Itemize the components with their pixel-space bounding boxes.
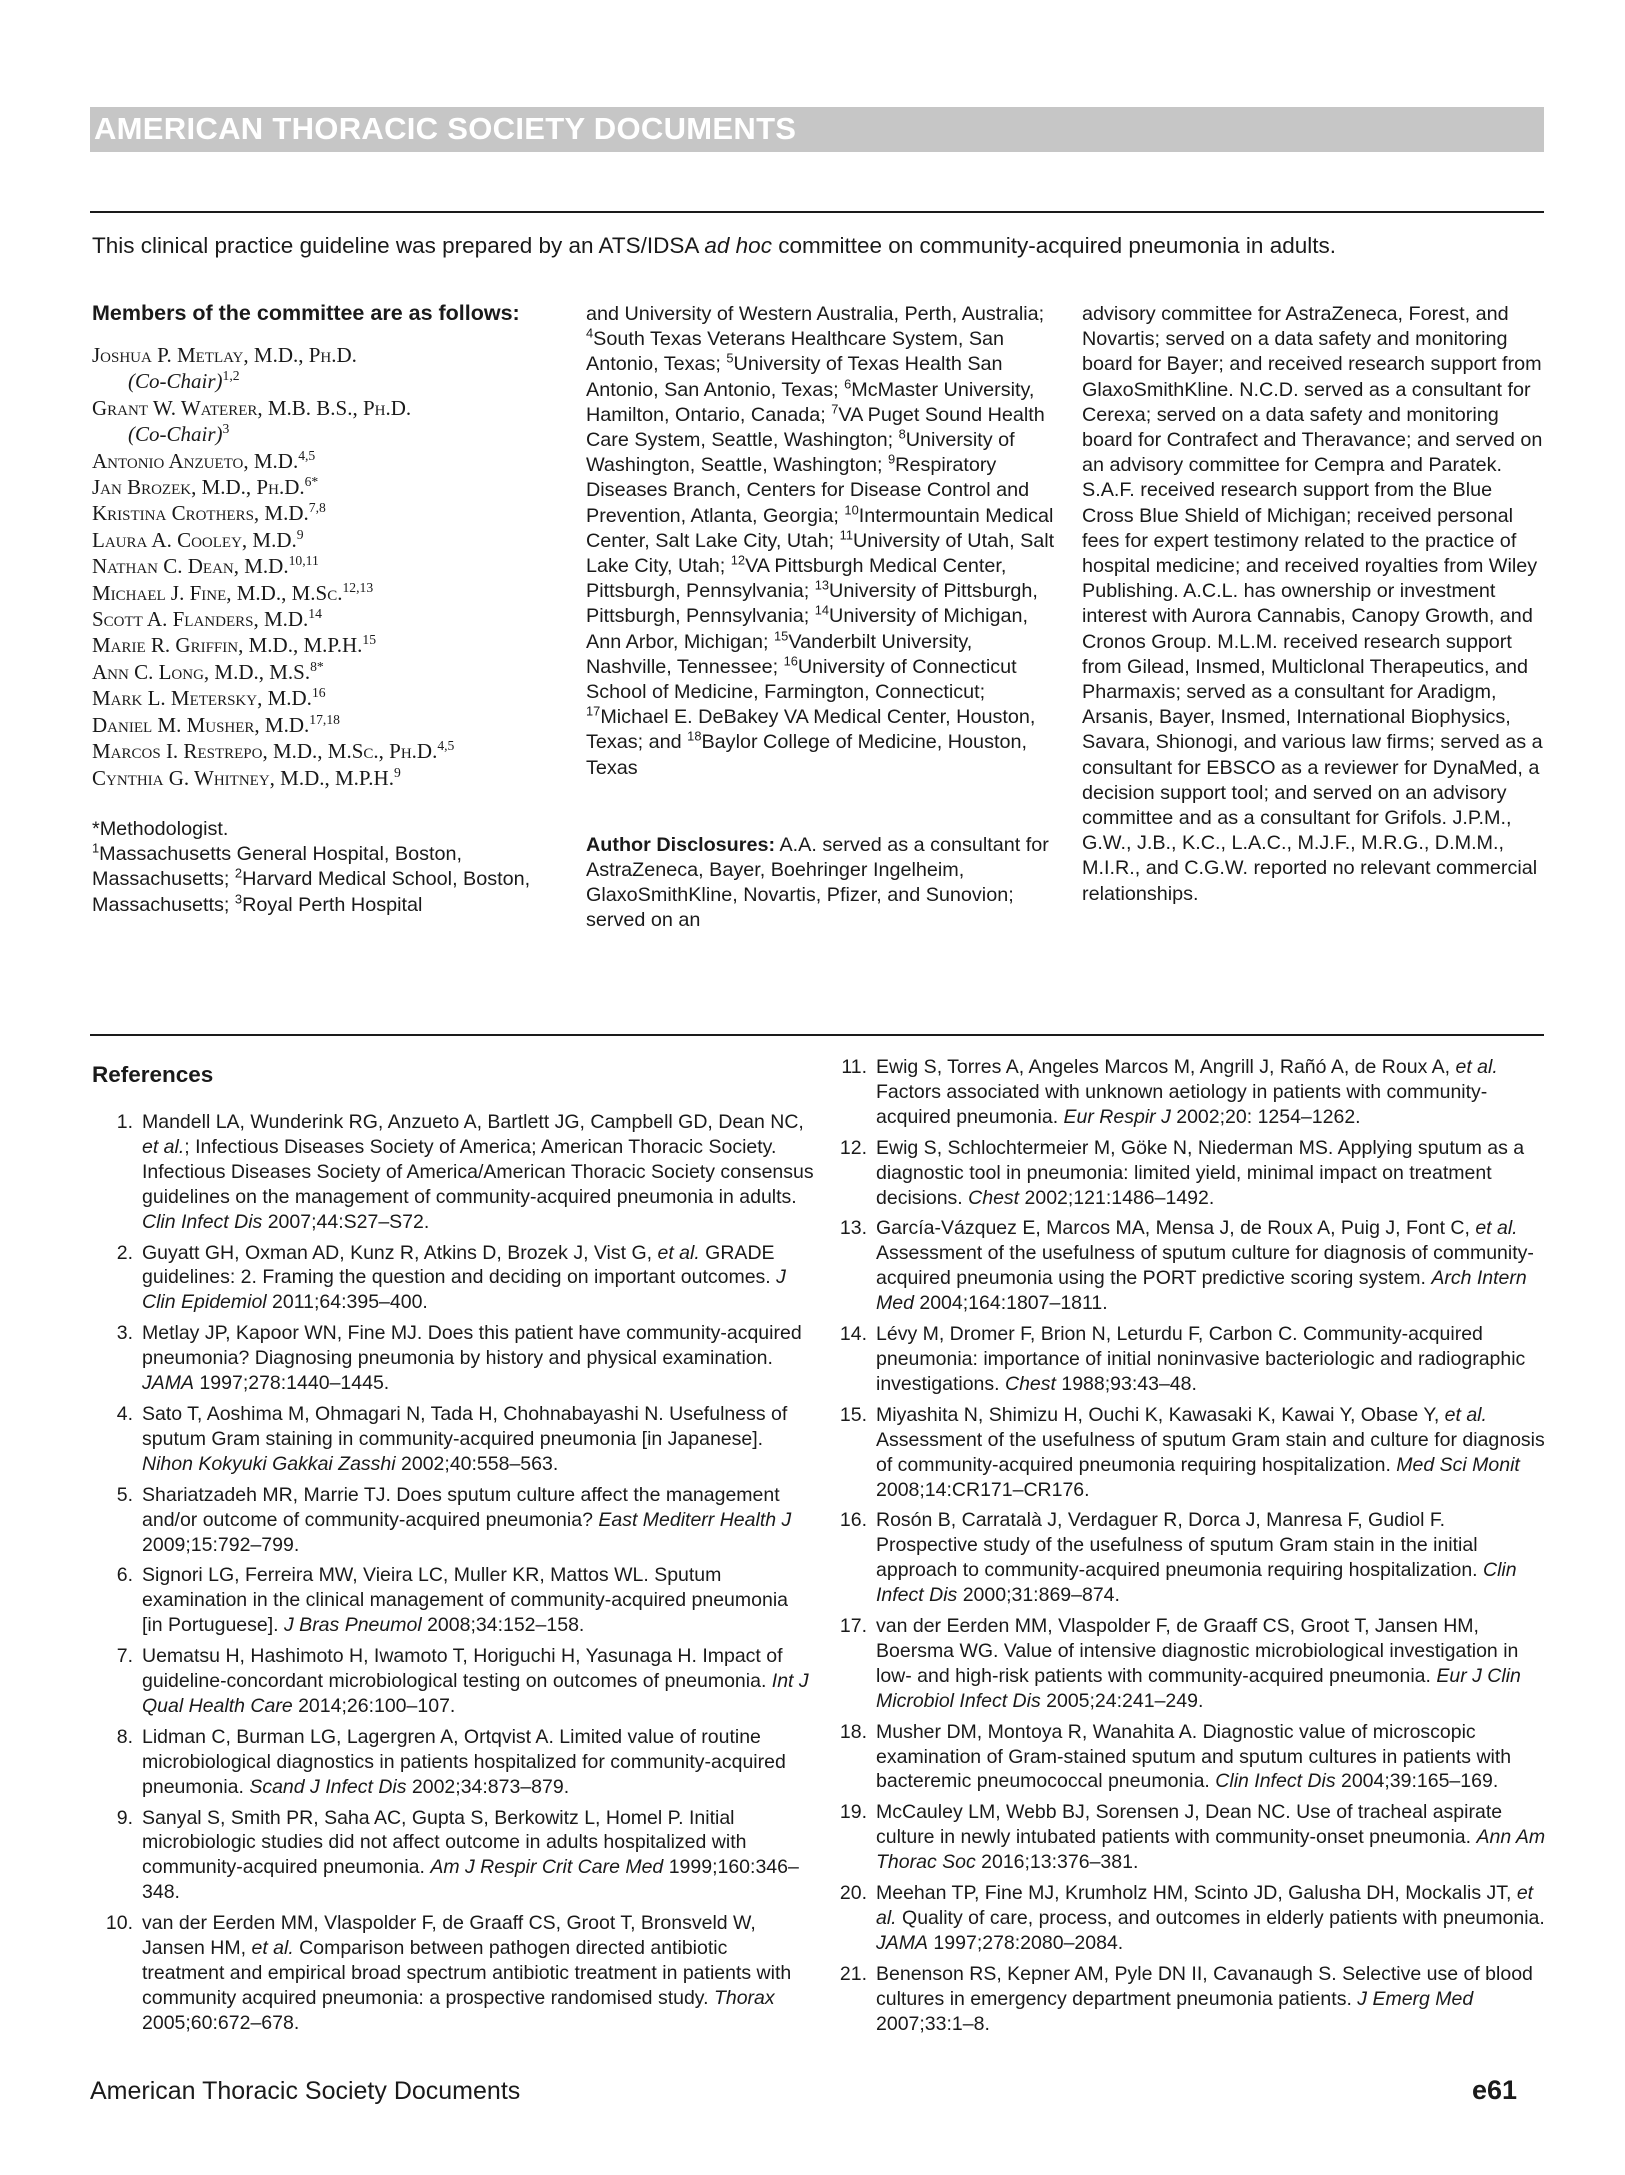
- committee-member: Cynthia G. Whitney, M.D., M.P.H.$^9$: [92, 764, 401, 790]
- reference-item: 10. van der Eerden MM, Vlaspolder F, de Graaff CS, Groot T, Bronsveld W, Jansen HM, et al. Comparison between pathogen directed antibiotic treatment and empirical broad spectrum antibiotic treatment in patients with community acquired pneumonia: a prospective randomised study. Thorax 2005;60:672–678.: [105, 1912, 792, 2034]
- reference-item: 4. Sato T, Aoshima M, Ohmagari N, Tada H, Chohnabayashi N. Usefulness of sputum Gram staining in community-acquired pneumonia [in Japanese]. Nihon Kokyuki Gakkai Zasshi 2002;40:558–563.: [116, 1402, 788, 1475]
- methodologist-note: *Methodologist.: [92, 817, 229, 840]
- committee-member: Marie R. Griffin, M.D., M.P.H.$^{15}$: [92, 632, 377, 658]
- committee-member: Mark L. Metersky, M.D.$^{16}$: [92, 685, 326, 711]
- reference-item: 12. Ewig S, Schlochtermeier M, Göke N, Niederman MS. Applying sputum as a diagnostic tool in pneumonia: limited yield, minimal impact on treatment decisions. Chest 2002;121:1486–1492.: [839, 1136, 1525, 1209]
- references-list-right: [826, 1055, 1546, 2043]
- section-banner: [90, 107, 1544, 152]
- disclosures-column: [1082, 302, 1544, 907]
- reference-item: 14. Lévy M, Dromer F, Brion N, Leturdu F, Carbon C. Community-acquired pneumonia: importance of initial noninvasive bacteriologic and radiographic investigations. Chest 1988;93:43–48.: [839, 1323, 1526, 1395]
- reference-item: 11. Ewig S, Torres A, Angeles Marcos M, Angrill J, Rañó A, de Roux A, et al. Factors associated with unknown aetiology in patients with community-acquired pneumonia. Eur Respir J 2002;20: 1254–1262.: [841, 1056, 1498, 1128]
- intro-sentence: This clinical practice guideline was prepared by an ATS/IDSA ad hoc committee on community-acquired pneumonia in adults.: [92, 233, 1336, 258]
- committee-member: Scott A. Flanders, M.D.$^{14}$: [92, 606, 322, 632]
- committee-member: Laura A. Cooley, M.D.$^9$: [92, 526, 304, 552]
- reference-item: 3. Metlay JP, Kapoor WN, Fine MJ. Does this patient have community-acquired pneumonia? Diagnosing pneumonia by history and physical examination. JAMA 1997;278:1440–1445.: [116, 1322, 802, 1395]
- committee-members-list: [92, 342, 562, 791]
- affiliations-part-1: $^1$Massachusetts General Hospital, Boston, Massachusetts; $^2$Harvard Medical School, Boston, Massachusetts; $^3$Royal Perth Hospital: [92, 840, 531, 916]
- committee-member: Marcos I. Restrepo, M.D., M.Sc., Ph.D.$^{4,5}$: [92, 738, 455, 764]
- banner-title: AMERICAN THORACIC SOCIETY DOCUMENTS: [94, 111, 797, 146]
- committee-member: Grant W. Waterer, M.B. B.S., Ph.D.: [92, 395, 412, 420]
- reference-item: 16. Rosón B, Carratalà J, Verdaguer R, Dorca J, Manresa F, Gudiol F. Prospective study of the usefulness of sputum Gram stain in the initial approach to community-acquired pneumonia requiring hospitalization. Clin Infect Dis 2000;31:869–874.: [839, 1509, 1517, 1607]
- committee-member: Ann C. Long, M.D., M.S.$^{8*}$: [92, 658, 324, 684]
- co-chair-label: (Co-Chair)$^{1,2}$: [128, 368, 240, 394]
- footer-journal: American Thoracic Society Documents: [90, 2077, 521, 2105]
- reference-item: 17. van der Eerden MM, Vlaspolder F, de Graaff CS, Groot T, Jansen HM, Boersma WG. Value of intensive diagnostic microbiological investigation in low- and high-risk patients with community-acquired pneumonia. Eur J Clin Microbiol Infect Dis 2005;24:241–249.: [839, 1615, 1521, 1712]
- affiliations-part-2: and University of Western Australia, Perth, Australia; $^4$South Texas Veterans Healthcare System, San Antonio, Texas; $^5$University of Texas Health San Antonio, San Antonio, Texas; $^6$McMaster University, Hamilton, Ontario, Canada; $^7$VA Puget Sound Health Care System, Seattle, Washington; $^8$University of Washington, Seattle, Washington; $^9$Respiratory Diseases Branch, Centers for Disease Control and Prevention, Atlanta, Georgia; $^{10}$Intermountain Medical Center, Salt Lake City, Utah; $^{11}$University of Utah, Salt Lake City, Utah; $^{12}$VA Pittsburgh Medical Center, Pittsburgh, Pennsylvania; $^{13}$University of Pittsburgh, Pittsburgh, Pennsylvania; $^{14}$University of Michigan, Ann Arbor, Michigan; $^{15}$Vanderbilt University, Nashville, Tennessee; $^{16}$University of Connecticut School of Medicine, Farmington, Connecticut; $^{17}$Michael E. DeBakey VA Medical Center, Houston, Texas; and $^{18}$Baylor College of Medicine, Houston, Texas: [586, 303, 1055, 779]
- committee-member: Antonio Anzueto, M.D.$^{4,5}$: [92, 447, 316, 473]
- references-divider: [90, 1034, 1544, 1036]
- reference-item: 6. Signori LG, Ferreira MW, Vieira LC, Muller KR, Mattos WL. Sputum examination in the clinical management of community-acquired pneumonia [in Portuguese]. J Bras Pneumol 2008;34:152–158.: [116, 1564, 789, 1637]
- committee-column: [92, 300, 562, 918]
- reference-item: 2. Guyatt GH, Oxman AD, Kunz R, Atkins D, Brozek J, Vist G, et al. GRADE guidelines: 2. Framing the question and deciding on important outcomes. J Clin Epidemiol 2011;64:395–400.: [116, 1241, 786, 1314]
- reference-item: 7. Uematsu H, Hashimoto H, Iwamoto T, Horiguchi H, Yasunaga H. Impact of guideline-concordant microbiological testing on outcomes of pneumonia. Int J Qual Health Care 2014;26:100–107.: [116, 1645, 809, 1717]
- reference-item: 18. Musher DM, Montoya R, Wanahita A. Diagnostic value of microscopic examination of Gram-stained sputum and sputum cultures in patients with bacteremic pneumococcal pneumonia. Clin Infect Dis 2004;39:165–169.: [839, 1720, 1512, 1793]
- reference-item: 9. Sanyal S, Smith PR, Saha AC, Gupta S, Berkowitz L, Homel P. Initial microbiologic studies did not affect outcome in adults hospitalized with community-acquired pneumonia. Am J Respir Crit Care Med 1999;160:346–348.: [116, 1806, 799, 1904]
- committee-member: Joshua P. Metlay, M.D., Ph.D.: [92, 343, 357, 367]
- disclosures-part-1: Author Disclosures: A.A. served as a consultant for AstraZeneca, Bayer, Boehringer Ingelheim, GlaxoSmithKline, Novartis, Pfizer, and Sunovion; served on an: [586, 833, 1049, 932]
- co-chair-label: (Co-Chair)$^3$: [128, 421, 230, 447]
- committee-member: Nathan C. Dean, M.D.$^{10,11}$: [92, 553, 319, 579]
- committee-member: Kristina Crothers, M.D.$^{7,8}$: [92, 500, 326, 526]
- reference-item: 20. Meehan TP, Fine MJ, Krumholz HM, Scinto JD, Galusha DH, Mockalis JT, et al. Quality of care, process, and outcomes in elderly patients with pneumonia. JAMA 1997;278:2080–2084.: [839, 1882, 1545, 1954]
- reference-item: 1. Mandell LA, Wunderink RG, Anzueto A, Bartlett JG, Campbell GD, Dean NC, et al.; Infectious Diseases Society of America; American Thoracic Society. Infectious Diseases Society of America/American Thoracic Society consensus guidelines on the management of community-acquired pneumonia in adults. Clin Infect Dis 2007;44:S27–S72.: [116, 1111, 814, 1233]
- committee-member: Michael J. Fine, M.D., M.Sc.$^{12,13}$: [92, 579, 374, 605]
- reference-item: 15. Miyashita N, Shimizu H, Ouchi K, Kawasaki K, Kawai Y, Obase Y, et al. Assessment of the usefulness of sputum Gram stain and culture for diagnosis of community-acquired pneumonia requiring hospitalization. Med Sci Monit 2008;14:CR171–CR176.: [839, 1403, 1545, 1501]
- reference-item: 21. Benenson RS, Kepner AM, Pyle DN II, Cavanaugh S. Selective use of blood cultures in emergency department pneumonia patients. J Emerg Med 2007;33:1–8.: [839, 1962, 1533, 2035]
- references-list-left: [92, 1110, 814, 2042]
- references-heading: References: [92, 1062, 214, 1087]
- affiliations-column: [586, 302, 1061, 934]
- reference-item: 13. García-Vázquez E, Marcos MA, Mensa J, de Roux A, Puig J, Font C, et al. Assessment of the usefulness of sputum culture for diagnosis of community-acquired pneumonia using the PORT predictive scoring system. Arch Intern Med 2004;164:1807–1811.: [839, 1217, 1534, 1315]
- disclosures-part-2: advisory committee for AstraZeneca, Forest, and Novartis; served on a data safety and monitoring board for Bayer; and received research support from GlaxoSmithKline. N.C.D. served as a consultant for Cerexa; served on a data safety and monitoring board for Contrafect and Theravance; and served on an advisory committee for Cempra and Paratek. S.A.F. received research support from the Blue Cross Blue Shield of Michigan; received personal fees for expert testimony related to the practice of hospital medicine; and received royalties from Wiley Publishing. A.C.L. has ownership or investment interest with Aurora Cannabis, Canopy Growth, and Cronos Group. M.L.M. received research support from Gilead, Insmed, Multiclonal Therapeutics, and Pharmaxis; served as a consultant for Aradigm, Arsanis, Bayer, Insmed, International Biophysics, Savara, Shionogi, and various law firms; served as a consultant for EBSCO as a reviewer for DynaMed, a decision support tool; and served on an advisory committee and as a consultant for Grifols. J.P.M., G.W., J.B., K.C., L.A.C., M.J.F., M.R.G., D.M.M., M.I.R., and C.G.W. reported no relevant commercial relationships.: [1082, 303, 1543, 905]
- committee-member: Jan Brozek, M.D., Ph.D.$^{6*}$: [92, 474, 319, 500]
- reference-item: 19. McCauley LM, Webb BJ, Sorensen J, Dean NC. Use of tracheal aspirate culture in newly intubated patients with community-onset pneumonia. Ann Am Thorac Soc 2016;13:376–381.: [839, 1801, 1546, 1874]
- top-divider: [90, 211, 1544, 213]
- committee-member: Daniel M. Musher, M.D.$^{17,18}$: [92, 711, 340, 737]
- committee-heading: Members of the committee are as follows:: [92, 301, 520, 325]
- reference-item: 5. Shariatzadeh MR, Marrie TJ. Does sputum culture affect the management and/or outcome of community-acquired pneumonia? East Mediterr Health J 2009;15:792–799.: [116, 1483, 792, 1556]
- page-number: e61: [1472, 2075, 1518, 2105]
- reference-item: 8. Lidman C, Burman LG, Lagergren A, Ortqvist A. Limited value of routine microbiological diagnostics in patients hospitalized for community-acquired pneumonia. Scand J Infect Dis 2002;34:873–879.: [116, 1725, 786, 1798]
